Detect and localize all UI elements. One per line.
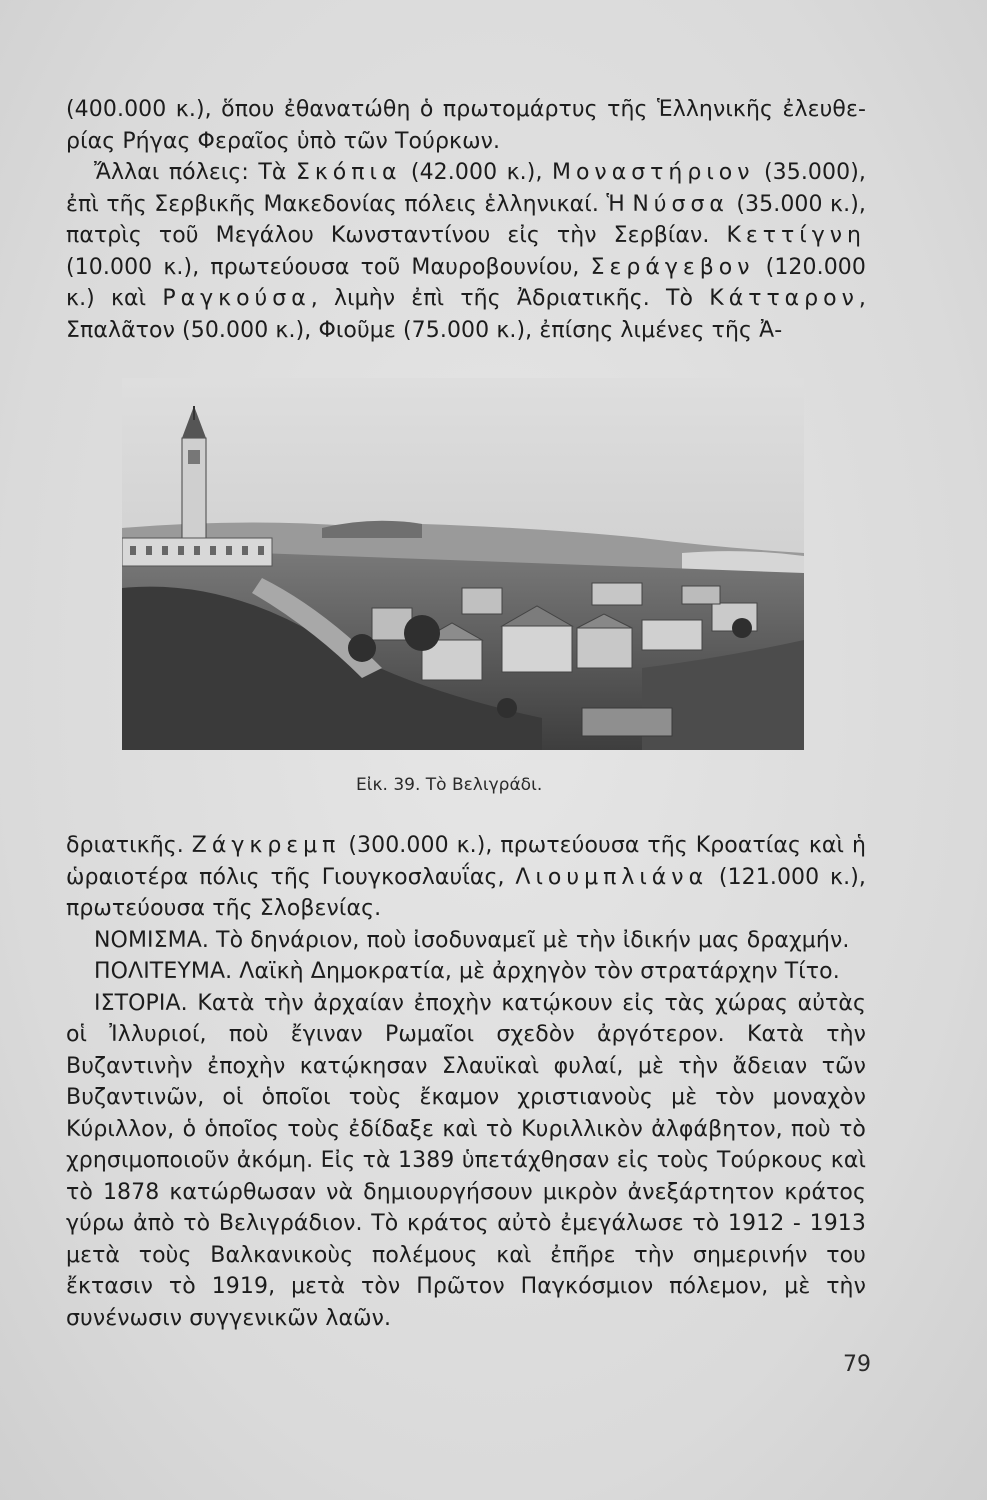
text-run: (121.000 κ.), πρωτεύουσα τῆς Σλοβενίας. xyxy=(66,864,866,921)
text-run: (42.000 κ.), xyxy=(401,160,552,185)
text-run: (120.000 κ.) καὶ xyxy=(66,254,866,311)
text-run: Κατὰ τὴν ἀρχαίαν ἐποχὴν κατῴκουν εἰς τὰς χώρας αὐτὰς οἱ Ἰλλυριοί, ποὺ ἔγιναν Ρωμαῖοι σχεδὸν ἀργότερον. Κατὰ τὴν Βυζαντινὴν ἐποχὴν κατῴκησαν Σλαυϊκαὶ φυλαί, μὲ τὴν ἄδειαν τῶν Βυζαντινῶν, οἱ ὁποῖοι τοὺς ἔκαμον χριστιανοὺς μὲ τὸν μοναχὸν Κύριλλον, ὁ ὁποῖος τοὺς ἐδίδαξε καὶ τὸ Κυριλλικὸν ἀλφάβητον, ποὺ τὸ χρησιμοποιοῦν ἀκόμη. Εἰς τὰ 1389 ὑπετάχθησαν εἰς τοὺς Τούρκους καὶ τὸ 1878 κατώρθωσαν νὰ δημιουργήσουν μικρὸν ἀνεξάρτητον κράτος γύρω ἀπὸ τὸ Βελιγράδιον. Τὸ κράτος αὐτὸ ἐμεγάλωσε τὸ 1912 - 1913 μετὰ τοὺς Βαλκανικοὺς πολέμους καὶ ἐπῆρε τὴν σημερινήν του ἔκτασιν τὸ 1919, μετὰ τὸν Πρῶτον Παγκόσμιον πόλεμον, μὲ τὴν συνένωσιν συγγενικῶν λαῶν. xyxy=(66,990,866,1331)
paragraph-government xyxy=(66,956,866,988)
paragraph-rigas xyxy=(66,94,866,157)
bottom-text-block xyxy=(66,830,866,1334)
text-run: δριατικῆς. xyxy=(66,833,192,858)
paragraph-other-cities xyxy=(66,157,866,346)
paragraph-currency xyxy=(66,925,866,957)
text-run: (10.000 κ.), πρωτεύουσα τοῦ Μαυροβουνίου, xyxy=(66,254,591,280)
page-number: 79 xyxy=(843,1352,871,1377)
text-line: (400.000 κ.), ὅπου ἐθανατώθη ὁ πρωτομάρτυς τῆς Ἑλληνικῆς ἐλευθε- xyxy=(66,97,866,122)
text-run: Ἄλλαι πόλεις: Τὰ xyxy=(94,160,296,185)
city-skopia: Σκόπια xyxy=(295,160,402,185)
belgrade-photo xyxy=(122,378,804,750)
text-run: (300.000 κ.), πρωτεύουσα τῆς Κροατίας καὶ ἡ ὡραιοτέρα πόλις τῆς Γιουγκοσλαυΐας, xyxy=(66,833,866,890)
section-label-government: ΠΟΛΙΤΕΥΜΑ. xyxy=(94,959,233,984)
city-ljubljana: Λιουμπλιάνα xyxy=(515,864,709,890)
paragraph-history xyxy=(66,988,866,1335)
top-text-block xyxy=(66,94,866,346)
text-line: ρίας Ρήγας Φεραῖος ὑπὸ τῶν Τούρκων. xyxy=(66,128,501,154)
section-label-history: ΙΣΤΟΡΙΑ. xyxy=(94,990,188,1016)
text-run: (35.000), ἐπὶ τῆς Σερβικῆς Μακεδονίας πόλεις ἑλληνικαί. Ἡ xyxy=(66,160,866,217)
city-ragousa: Ραγκούσα xyxy=(162,286,311,311)
figure-caption: Εἰκ. 39. Τὸ Βελιγράδι. xyxy=(356,775,543,795)
city-sarajevo: Σεράγεβον xyxy=(590,254,755,280)
text-run: Τὸ δηνάριον, ποὺ ἰσοδυναμεῖ μὲ τὴν ἰδικήν μας δραχμήν. xyxy=(208,927,850,953)
city-nyssa: Νύσσα xyxy=(632,191,729,217)
text-run: Λαϊκὴ Δημοκρατία, μὲ ἀρχηγὸν τὸν στρατάρχην Τίτο. xyxy=(232,959,840,984)
text-run: (35.000 κ.), πατρὶς τοῦ Μεγάλου Κωνσταντίνου εἰς τὴν Σερβίαν. xyxy=(66,191,866,248)
city-monastirion: Μοναστήριον xyxy=(551,160,755,185)
belgrade-photo-illustration xyxy=(122,378,804,750)
section-label-currency: ΝΟΜΙΣΜΑ. xyxy=(94,927,209,953)
paragraph-zagreb xyxy=(66,830,866,925)
text-run: , Σπαλᾶτον (50.000 κ.), Φιοῦμε (75.000 κ.), ἐπίσης λιμένες τῆς Ἀ- xyxy=(66,286,866,343)
city-kettigni: Κεττίγνη xyxy=(726,223,866,248)
city-kattaro: Κάτταρον xyxy=(709,286,859,311)
text-run: , λιμὴν ἐπὶ τῆς Ἀδριατικῆς. Τὸ xyxy=(310,286,710,311)
city-zagreb: Ζάγκρεμπ xyxy=(191,833,341,858)
